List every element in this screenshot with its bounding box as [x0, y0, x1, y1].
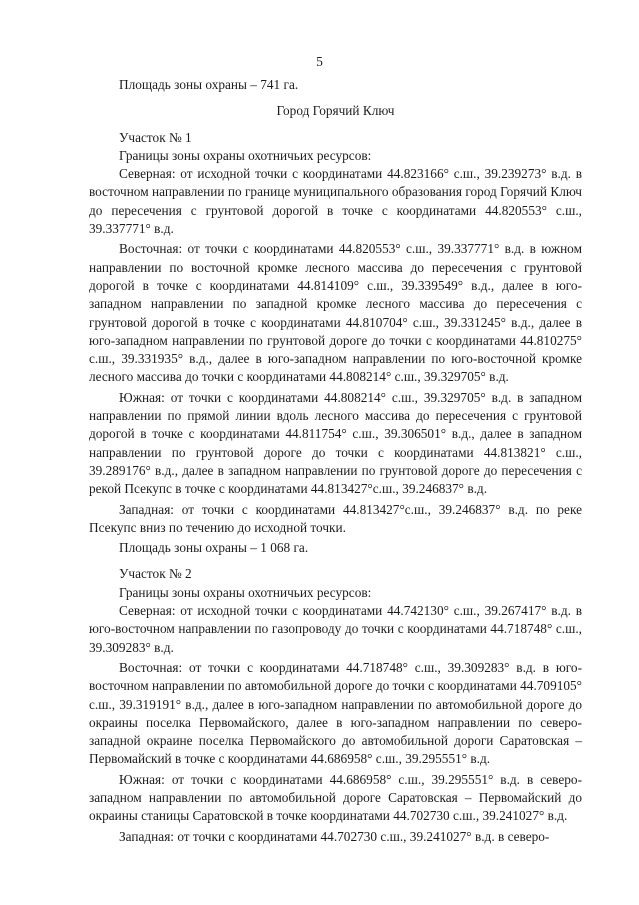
- section-title-plot-1: Участок № 1: [119, 129, 192, 145]
- west-boundary-paragraph: Западная: от точки с координатами 44.702730 с.ш., 39.241027° в.д. в северо-: [119, 828, 550, 844]
- zone-area-paragraph: Площадь зоны охраны – 741 га.: [119, 77, 299, 92]
- boundaries-heading: Границы зоны охраны охотничьих ресурсов:: [119, 584, 372, 600]
- document-body: [89, 76, 582, 846]
- north-boundary-paragraph: Северная: от исходной точки с координатами 44.742130° с.ш., 39.267417° в.д. в юго-восточном направлении по газопроводу до точки с координатами 44.718748° с.ш., 39.309283° в.д.: [89, 603, 582, 655]
- east-boundary-paragraph: Восточная: от точки с координатами 44.718748° с.ш., 39.309283° в.д. в юго-восточном направлении по автомобильной дороге до точки с координатами 44.709105° с.ш., 39.319191° в.д., далее в юго-западном направлении по автомобильной дороге до окраины поселка Первомайского, далее в юго-западном направлении по северо-западной окраине поселка Первомайского до автомобильной дороги Саратовская – Первомайский в точке с координатами 44.686958° с.ш., 39.295551° в.д.: [89, 659, 582, 767]
- east-boundary-paragraph: Восточная: от точки с координатами 44.820553° с.ш., 39.337771° в.д. в южном направлении по восточной кромке лесного массива до пересечения с грунтовой дорогой в точке с координатами 44.814109° с.ш., 39.339549° в.д., далее в юго-западном направлении по западной кромке лесного массива до пересечения с грунтовой дорогой в точке с координатами 44.810704° с.ш., 39.331245° в.д., далее в юго-западном направлении по грунтовой дороге до точки с координатами 44.810275° с.ш., 39.331935° в.д., далее в юго-западном направлении по юго-восточной кромке лесного массива до точки с координатами 44.808214° с.ш., 39.329705° в.д.: [89, 241, 582, 385]
- section-title-plot-2: Участок № 2: [119, 566, 192, 582]
- zone-area-paragraph: Площадь зоны охраны – 1 068 га.: [119, 540, 309, 556]
- page-number: 5: [316, 54, 323, 69]
- boundaries-heading: Границы зоны охраны охотничьих ресурсов:: [119, 147, 372, 163]
- west-boundary-paragraph: Западная: от точки с координатами 44.813427°с.ш., 39.246837° в.д. по реке Псекупс вниз по течению до исходной точки.: [89, 501, 582, 535]
- south-boundary-paragraph: Южная: от точки с координатами 44.808214° с.ш., 39.329705° в.д. в западном направлении по прямой линии вдоль лесного массива до пересечения с грунтовой дорогой в точке с координатами 44.811754° с.ш., 39.306501° в.д., далее в западном направлении по грунтовой дороге до точки с координатами 44.813821° с.ш., 39.289176° в.д., далее в западном направлении по грунтовой дороге до пересечения с рекой Псекупс в точке с координатами 44.813427°с.ш., 39.246837° в.д.: [89, 389, 582, 497]
- south-boundary-paragraph: Южная: от точки с координатами 44.686958° с.ш., 39.295551° в.д. в северо-западном направлении по автомобильной дороге Саратовская – Первомайский до окраины станицы Саратовской в точке координатами 44.702730 с.ш., 39.241027° в.д.: [89, 771, 582, 824]
- north-boundary-paragraph: Северная: от исходной точки с координатами 44.823166° с.ш., 39.239273° в.д. в восточном направлении по границе муниципального образования город Горячий Ключ до пересечения с грунтовой дорогой в точке с координатами 44.820553° с.ш., 39.337771° в.д.: [89, 166, 582, 237]
- city-heading: Город Горячий Ключ: [276, 103, 395, 119]
